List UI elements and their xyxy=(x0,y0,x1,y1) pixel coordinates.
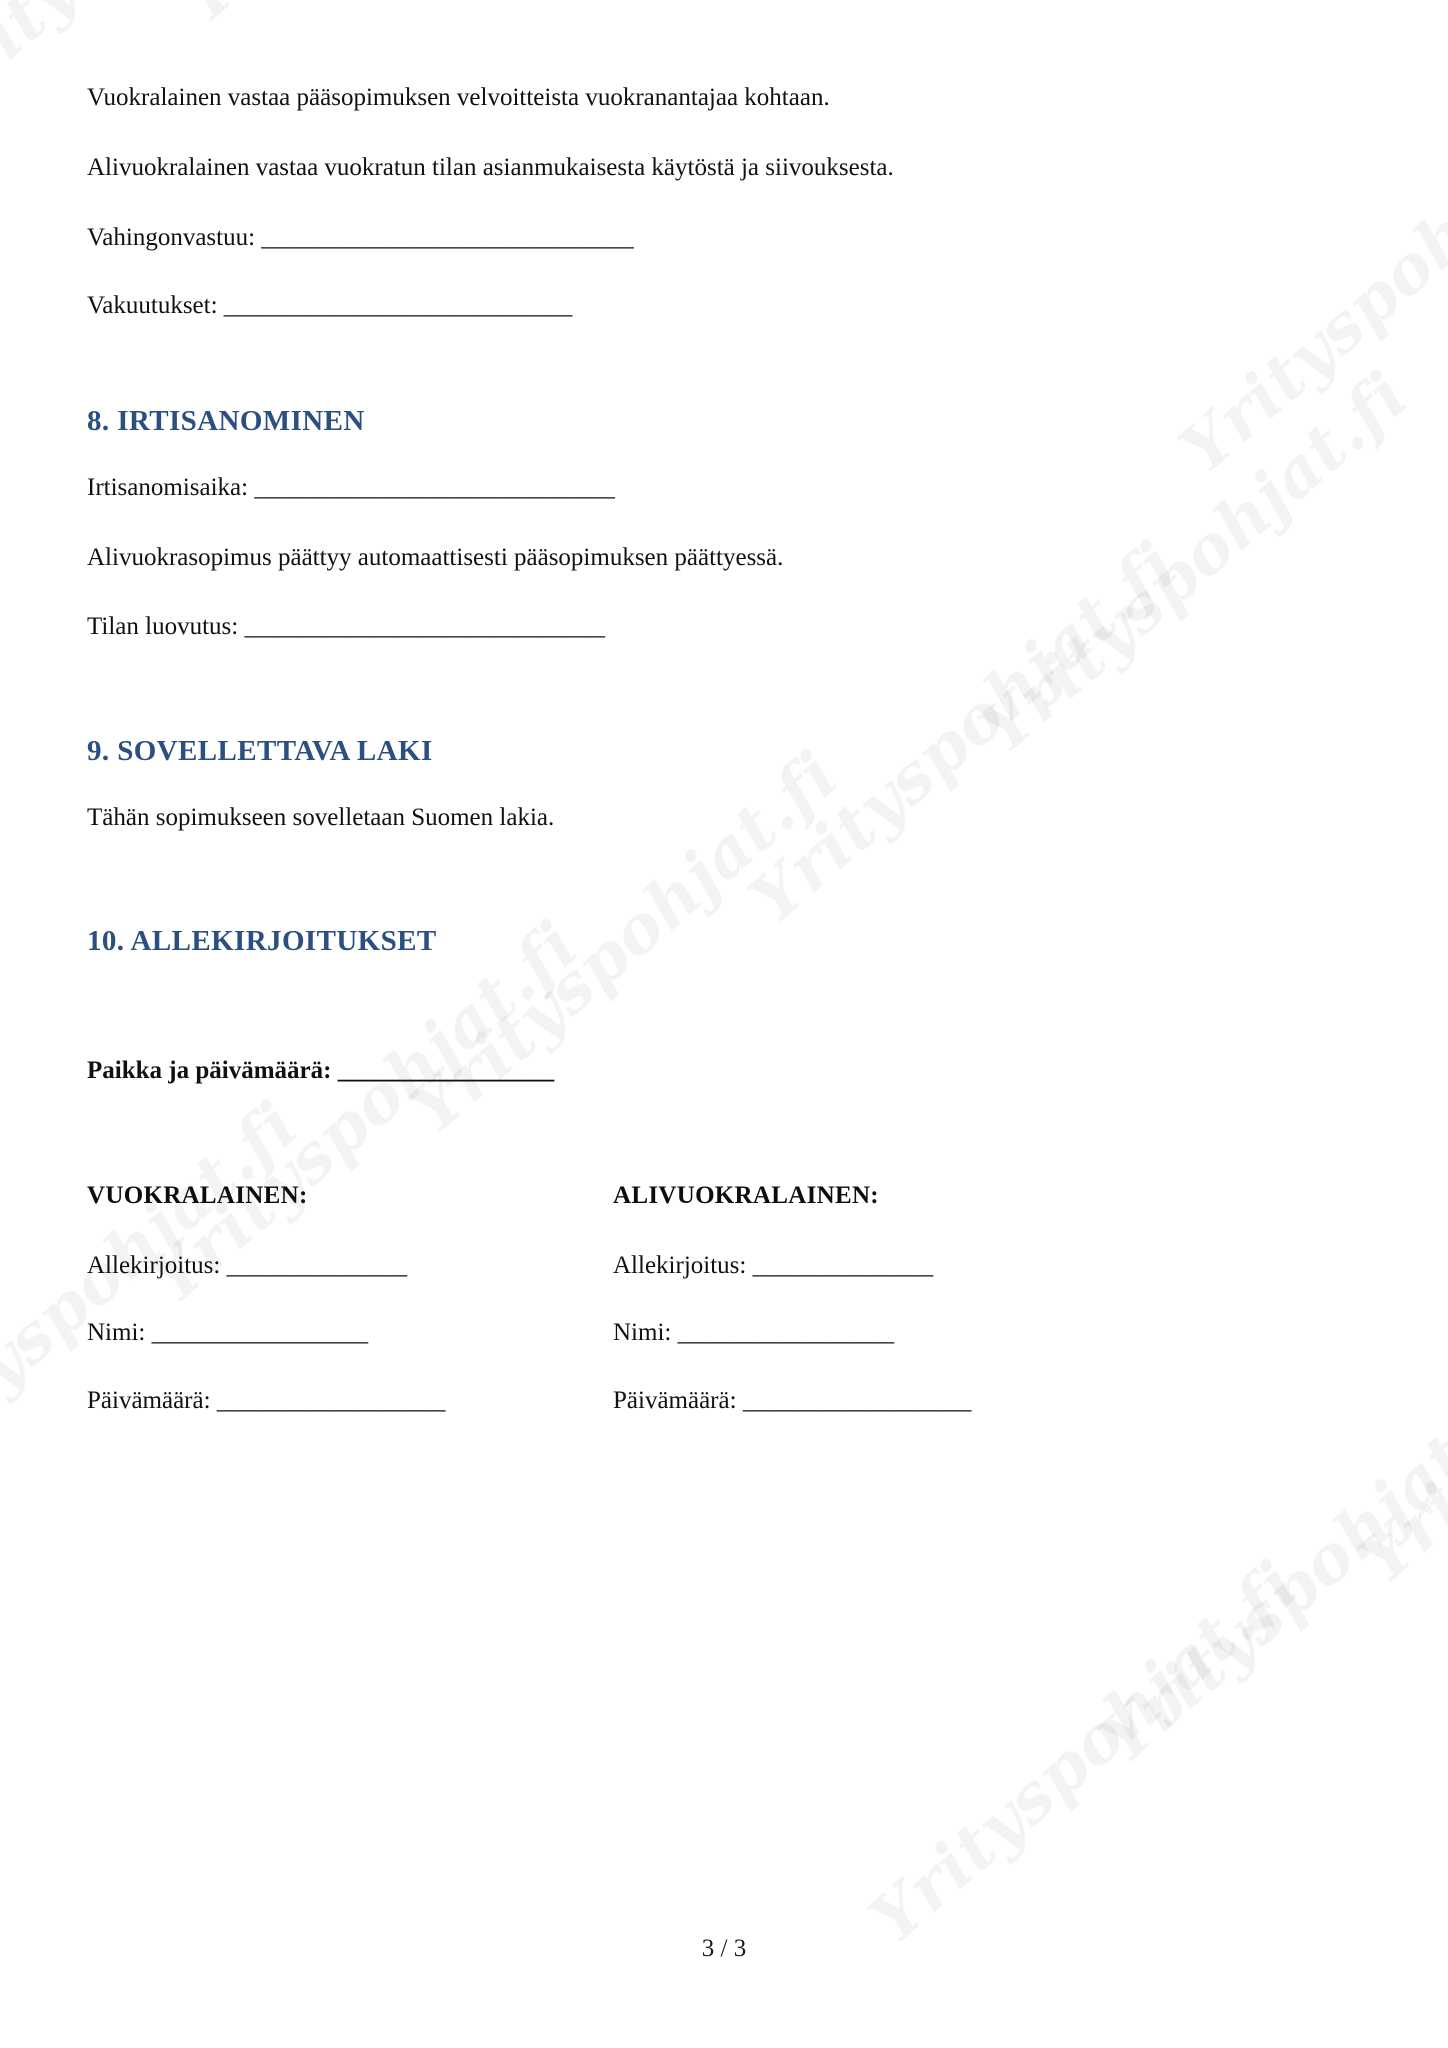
signature-row-tenant-date xyxy=(87,1385,445,1417)
signature-row-subtenant-date xyxy=(613,1385,971,1417)
field-place-and-date-label: Paikka ja päivämäärä: xyxy=(87,1057,332,1084)
signature-column-title-subtenant: ALIVUOKRALAINEN: xyxy=(613,1182,879,1209)
field-vakuutukset-blank[interactable]: _____________________________ xyxy=(223,292,572,319)
signature-row-label: Päivämäärä: xyxy=(613,1387,737,1414)
signature-row-subtenant-signature xyxy=(613,1250,933,1282)
field-tilan-luovutus-label: Tilan luovutus: xyxy=(87,613,239,640)
signature-row-label: Päivämäärä: xyxy=(87,1387,211,1414)
signature-row-label: Allekirjoitus: xyxy=(87,1252,221,1279)
field-irtisanomisaika-blank[interactable]: ______________________________ xyxy=(254,474,615,501)
signature-row-label: Allekirjoitus: xyxy=(613,1252,747,1279)
field-tilan-luovutus-blank[interactable]: ______________________________ xyxy=(244,613,605,640)
intro-paragraph-2: Alivuokralainen vastaa vuokratun tilan asianmukaisesta käytöstä ja siivouksesta. xyxy=(87,154,894,181)
field-vahingonvastuu xyxy=(87,222,633,254)
signature-row-tenant-signature xyxy=(87,1250,407,1282)
field-vahingonvastuu-blank[interactable]: _______________________________ xyxy=(261,224,634,251)
field-vahingonvastuu-label: Vahingonvastuu: xyxy=(87,224,256,251)
signature-row-tenant-name xyxy=(87,1317,368,1349)
signature-row-blank[interactable]: ___________________ xyxy=(742,1387,971,1414)
field-irtisanomisaika xyxy=(87,472,614,504)
page-number: 3 / 3 xyxy=(701,1935,747,1962)
signature-row-blank[interactable]: _______________ xyxy=(752,1252,933,1279)
signature-row-subtenant-name xyxy=(613,1317,894,1349)
signature-row-label: Nimi: xyxy=(87,1319,146,1346)
signature-row-blank[interactable]: ___________________ xyxy=(216,1387,445,1414)
field-tilan-luovutus xyxy=(87,611,604,643)
section-heading-10: 10. ALLEKIRJOITUKSET xyxy=(87,925,437,957)
signature-row-blank[interactable]: __________________ xyxy=(151,1319,368,1346)
section9-paragraph-1: Tähän sopimukseen sovelletaan Suomen lakia. xyxy=(87,804,555,831)
signature-row-blank[interactable]: __________________ xyxy=(677,1319,894,1346)
signature-column-title-tenant: VUOKRALAINEN: xyxy=(87,1182,308,1209)
signature-row-blank[interactable]: _______________ xyxy=(226,1252,407,1279)
intro-paragraph-1: Vuokralainen vastaa pääsopimuksen velvoitteista vuokranantajaa kohtaan. xyxy=(87,84,830,111)
field-place-and-date-blank[interactable]: __________________ xyxy=(337,1057,554,1084)
signature-row-label: Nimi: xyxy=(613,1319,672,1346)
field-place-and-date xyxy=(87,1055,554,1087)
section8-paragraph-1: Alivuokrasopimus päättyy automaattisesti pääsopimuksen päättyessä. xyxy=(87,544,784,571)
page-footer xyxy=(0,1935,1448,1963)
section-heading-9: 9. SOVELLETTAVA LAKI xyxy=(87,735,433,767)
field-vakuutukset xyxy=(87,290,572,322)
section-heading-8: 8. IRTISANOMINEN xyxy=(87,405,365,437)
field-irtisanomisaika-label: Irtisanomisaika: xyxy=(87,474,249,501)
field-vakuutukset-label: Vakuutukset: xyxy=(87,292,218,319)
